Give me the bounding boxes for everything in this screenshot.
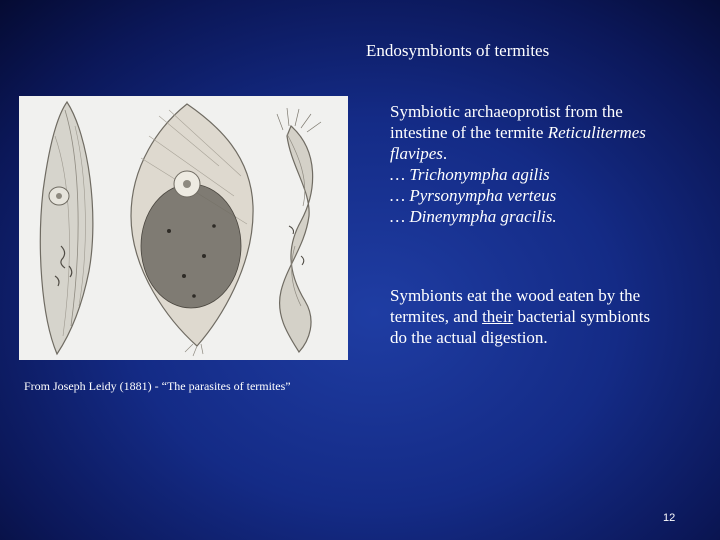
paragraph-line — [390, 122, 710, 143]
species-list-item: … Pyrsonympha verteus — [390, 186, 557, 205]
plain-text: bacterial symbionts — [513, 307, 651, 326]
digestion-paragraph — [390, 285, 710, 348]
description-paragraph — [390, 101, 710, 227]
protist-illustration — [19, 96, 348, 360]
paragraph-line — [390, 143, 710, 164]
image-caption: From Joseph Leidy (1881) - “The parasites of termites” — [24, 379, 291, 393]
species-name: flavipes — [390, 144, 443, 163]
slide-title: Endosymbionts of termites — [366, 41, 550, 60]
species-list-item: … Trichonympha agilis — [390, 165, 550, 184]
plain-text: . — [442, 144, 448, 163]
page-number: 12 — [663, 512, 676, 524]
species-list-item: … Dinenympha gracilis. — [390, 207, 557, 226]
paragraph-line: Symbionts eat the wood eaten by the — [390, 286, 641, 305]
genus-name: Reticulitermes — [547, 123, 646, 142]
plain-text: termites, and — [390, 307, 483, 326]
paragraph-line — [390, 306, 710, 327]
paragraph-line: do the actual digestion. — [390, 328, 548, 347]
paragraph-line: Symbiotic archaeoprotist from the — [390, 102, 623, 121]
underlined-word: their — [482, 307, 514, 326]
plain-text: intestine of the termite — [390, 123, 548, 142]
